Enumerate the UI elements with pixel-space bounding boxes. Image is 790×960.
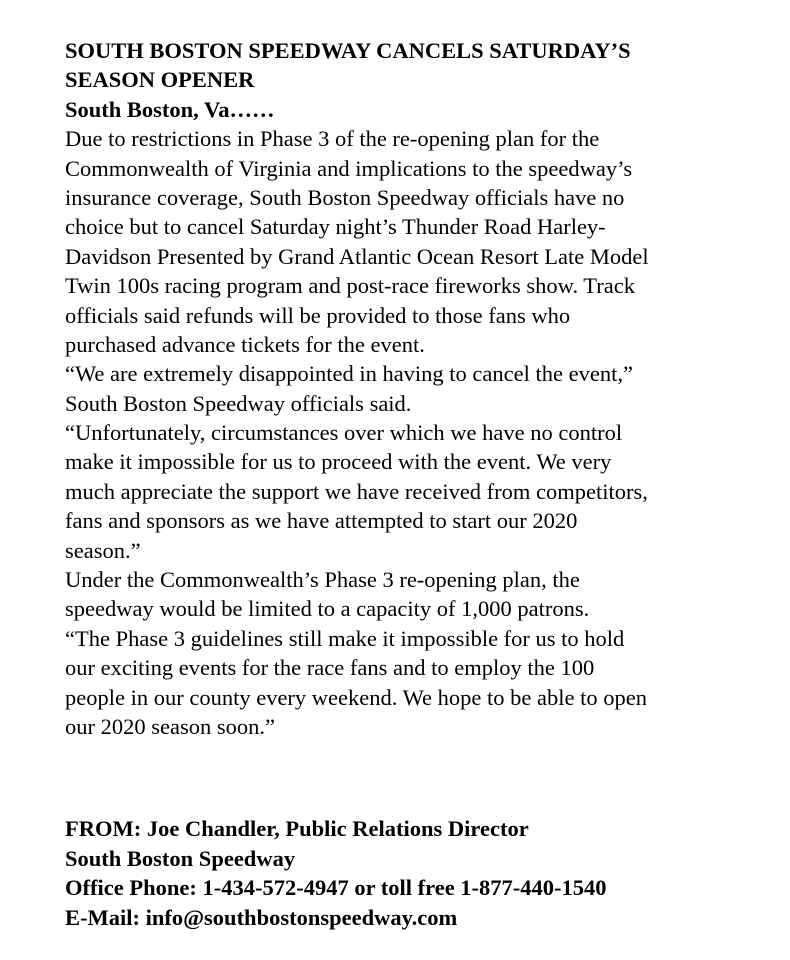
body-line: our 2020 season soon.”: [65, 713, 275, 739]
body-line: much appreciate the support we have received from competitors,: [65, 478, 648, 504]
section-spacer: [65, 741, 765, 814]
headline: [65, 36, 765, 95]
contact-block: [65, 814, 765, 932]
body-line: Under the Commonwealth’s Phase 3 re-opening plan, the: [65, 567, 580, 593]
dateline: South Boston, Va……: [65, 96, 275, 122]
press-release: [65, 36, 765, 932]
headline-line-1: SOUTH BOSTON SPEEDWAY CANCELS SATURDAY’S: [65, 38, 631, 63]
body-line: Davidson Presented by Grand Atlantic Ocean Resort Late Model: [65, 243, 649, 269]
contact-from: FROM: Joe Chandler, Public Relations Director: [65, 816, 529, 842]
headline-line-2: SEASON OPENER: [65, 67, 255, 93]
body-line: Commonwealth of Virginia and implications to the speedway’s: [65, 155, 633, 181]
body-line: choice but to cancel Saturday night’s Thunder Road Harley-: [65, 214, 606, 240]
body-line: Due to restrictions in Phase 3 of the re-opening plan for the: [65, 126, 600, 152]
body-line: officials said refunds will be provided to those fans who: [65, 302, 571, 328]
body-line: “Unfortunately, circumstances over which we have no control: [65, 420, 623, 446]
body-line: Twin 100s racing program and post-race fireworks show. Track: [65, 273, 635, 299]
body-line: make it impossible for us to proceed with the event. We very: [65, 449, 612, 475]
body-line: purchased advance tickets for the event.: [65, 331, 425, 357]
article-body: [65, 124, 765, 741]
contact-phone: Office Phone: 1-434-572-4947 or toll free 1-877-440-1540: [65, 875, 607, 901]
body-line: our exciting events for the race fans and to employ the 100: [65, 655, 595, 681]
contact-organization: South Boston Speedway: [65, 845, 296, 871]
body-line: people in our county every weekend. We hope to be able to open: [65, 684, 647, 710]
body-line: “The Phase 3 guidelines still make it impossible for us to hold: [65, 625, 625, 651]
body-line: season.”: [65, 537, 141, 563]
body-line: speedway would be limited to a capacity of 1,000 patrons.: [65, 596, 590, 622]
contact-email: E-Mail: info@southbostonspeedway.com: [65, 904, 458, 930]
body-line: fans and sponsors as we have attempted to start our 2020: [65, 508, 578, 534]
body-line: insurance coverage, South Boston Speedway officials have no: [65, 184, 625, 210]
body-line: South Boston Speedway officials said.: [65, 390, 412, 416]
body-line: “We are extremely disappointed in having to cancel the event,”: [65, 361, 633, 387]
